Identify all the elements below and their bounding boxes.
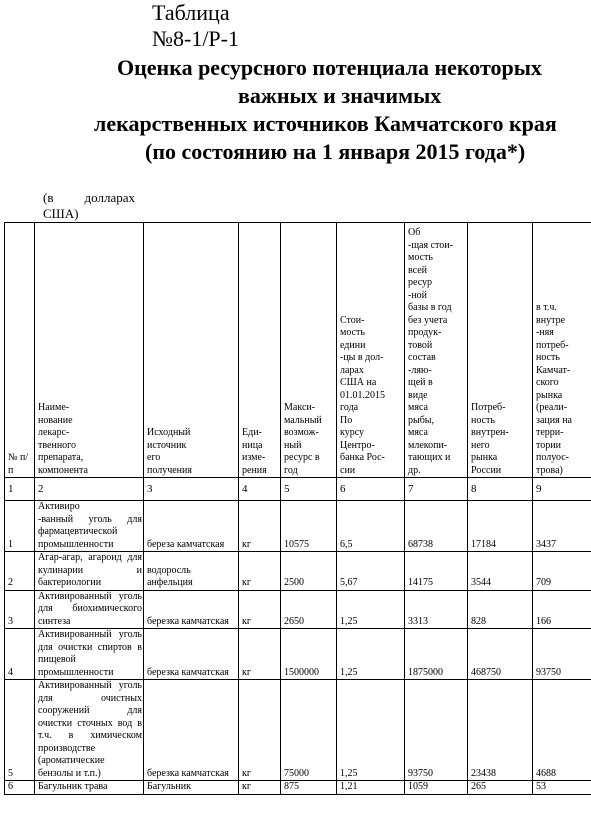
- cell-source: Багульник: [144, 781, 239, 795]
- cell-name: Активированный уголь для очистки спиртов в пищевой промышленности: [35, 629, 144, 680]
- column-number-row: [5, 478, 591, 501]
- cell-unit: кг: [239, 781, 281, 795]
- cell-price: 1,25: [337, 629, 405, 680]
- cell-unit: кг: [239, 501, 281, 552]
- document-title-line-1: Оценка ресурсного потенциала некоторых: [117, 55, 542, 80]
- document-title-line-4: (по состоянию на 1 января 2015 года*): [145, 139, 526, 164]
- table-row: [5, 552, 591, 591]
- cell-price: 6,5: [337, 501, 405, 552]
- table-row: [5, 680, 591, 781]
- cell-max: 1500000: [281, 629, 337, 680]
- cell-unit: кг: [239, 590, 281, 629]
- column-number-2: 2: [35, 478, 144, 501]
- cell-name: Активированный уголь для очистных сооружений для очистки сточных вод в т.ч. в химическом производстве (ароматические бензолы и т.п.): [35, 680, 144, 781]
- cell-source: водоросль анфельция: [144, 552, 239, 591]
- table-label: Таблица: [152, 0, 230, 25]
- table-number: №8-1/Р-1: [152, 26, 239, 51]
- cell-n: 2: [5, 552, 35, 591]
- cell-source: береза камчатская: [144, 501, 239, 552]
- cell-max: 10575: [281, 501, 337, 552]
- table-row: [5, 590, 591, 629]
- document-title-line-2: важных и значимых: [238, 83, 442, 108]
- cell-need-ru: 828: [468, 590, 533, 629]
- table-row: [5, 629, 591, 680]
- cell-n: 1: [5, 501, 35, 552]
- column-header-9: в т.ч. внутре -няя потреб- ность Камчат- ского рынка (реали- зация на терри- тории полуос- трова): [533, 223, 591, 478]
- cell-n: 5: [5, 680, 35, 781]
- cell-need-ru: 265: [468, 781, 533, 795]
- table-row: [5, 781, 591, 795]
- cell-max: 2500: [281, 552, 337, 591]
- column-header-6: Стои- мость едини -цы в дол- ларах США на 01.01.2015 года По курсу Центро- банка Рос- сии: [337, 223, 405, 478]
- cell-unit: кг: [239, 629, 281, 680]
- column-number-4: 4: [239, 478, 281, 501]
- cell-total: 93750: [405, 680, 468, 781]
- cell-source: березка камчатская: [144, 629, 239, 680]
- column-number-3: 3: [144, 478, 239, 501]
- cell-need-kam: 53: [533, 781, 591, 795]
- cell-need-kam: 709: [533, 552, 591, 591]
- column-header-3: Исходный источник его получения: [144, 223, 239, 478]
- cell-total: 14175: [405, 552, 468, 591]
- cell-need-kam: 166: [533, 590, 591, 629]
- column-number-7: 7: [405, 478, 468, 501]
- column-header-8: Потреб- ность внутрен- него рынка России: [468, 223, 533, 478]
- cell-name: Агар-агар, агароид для кулинарии и бактериологии: [35, 552, 144, 591]
- cell-total: 68738: [405, 501, 468, 552]
- cell-need-ru: 17184: [468, 501, 533, 552]
- cell-total: 1059: [405, 781, 468, 795]
- cell-need-kam: 93750: [533, 629, 591, 680]
- currency-note: [43, 190, 135, 222]
- cell-unit: кг: [239, 680, 281, 781]
- column-header-4: Еди- ница изме- рения: [239, 223, 281, 478]
- currency-note-line-2: США): [43, 206, 79, 221]
- cell-need-ru: 3544: [468, 552, 533, 591]
- cell-total: 1875000: [405, 629, 468, 680]
- cell-max: 875: [281, 781, 337, 795]
- column-header-2: Наиме- нование лекарс- твенного препарата, компонента: [35, 223, 144, 478]
- cell-total: 3313: [405, 590, 468, 629]
- cell-unit: кг: [239, 552, 281, 591]
- cell-price: 1,21: [337, 781, 405, 795]
- cell-need-kam: 4688: [533, 680, 591, 781]
- cell-n: 4: [5, 629, 35, 680]
- column-header-5: Макси- мальный возмож- ный ресурс в год: [281, 223, 337, 478]
- cell-source: березка камчатская: [144, 590, 239, 629]
- table-row: [5, 501, 591, 552]
- cell-need-ru: 23438: [468, 680, 533, 781]
- column-header-7: Об -щая стои- мость всей ресур -ной базы в год без учета продук- товой состав -ляю- щей в виде мяса рыбы, мяса млекопи- тающих и др.: [405, 223, 468, 478]
- column-number-9: 9: [533, 478, 591, 501]
- cell-n: 3: [5, 590, 35, 629]
- cell-price: 1,25: [337, 590, 405, 629]
- cell-name: Активированный уголь для биохимического синтеза: [35, 590, 144, 629]
- column-number-5: 5: [281, 478, 337, 501]
- cell-source: березка камчатская: [144, 680, 239, 781]
- resource-table: [4, 222, 591, 795]
- cell-name: Активиро -ванный уголь для фармацевтической промышленности: [35, 501, 144, 552]
- cell-n: 6: [5, 781, 35, 795]
- column-header-1: № п/п: [5, 223, 35, 478]
- column-number-1: 1: [5, 478, 35, 501]
- currency-note-line-1: (в долларах: [43, 190, 135, 205]
- cell-price: 5,67: [337, 552, 405, 591]
- column-number-6: 6: [337, 478, 405, 501]
- cell-price: 1,25: [337, 680, 405, 781]
- column-number-8: 8: [468, 478, 533, 501]
- cell-max: 2650: [281, 590, 337, 629]
- cell-name: Багульник трава: [35, 781, 144, 795]
- cell-need-kam: 3437: [533, 501, 591, 552]
- cell-max: 75000: [281, 680, 337, 781]
- header-row: [5, 223, 591, 478]
- document-title-line-3: лекарственных источников Камчатского края: [94, 111, 557, 136]
- cell-need-ru: 468750: [468, 629, 533, 680]
